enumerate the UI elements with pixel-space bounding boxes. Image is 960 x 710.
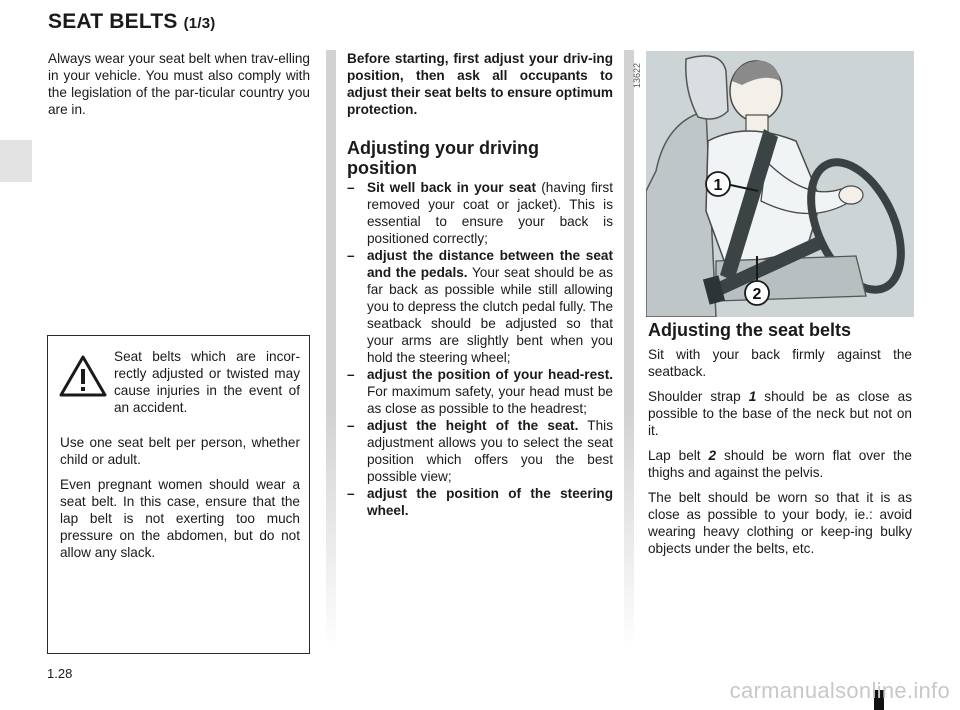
right-column	[648, 320, 912, 565]
title-part: (1/3)	[183, 15, 216, 32]
driver-drawing	[646, 51, 914, 317]
callout-2: 2	[752, 286, 762, 303]
warning-triangle-icon	[58, 354, 108, 398]
list-item: – adjust the height of the seat. This adjustment allows you to select the seat position which offers you the best possible view;	[347, 418, 613, 484]
right-paragraph: Shoulder strap 1 should be as close as possible to the base of the neck but not on it.	[648, 389, 912, 438]
page-title	[48, 10, 215, 34]
section-heading-driving-position: Adjusting your driving position	[347, 138, 539, 178]
list-item: – adjust the position of the steering wheel.	[347, 486, 613, 518]
column-divider-left	[326, 50, 336, 650]
callout-1: 1	[713, 177, 723, 194]
list-item: – Sit well back in your seat (having first removed your coat or jacket). This is essential to ensure your back is positioned correctly;	[347, 180, 613, 246]
right-paragraph: Sit with your back firmly against the seatback.	[648, 347, 912, 379]
intro-paragraph: Always wear your seat belt when trav-elling in your vehicle. You must also comply with the legislation of the par-ticular country you are in.	[48, 51, 310, 117]
warning-paragraph: Even pregnant women should wear a seat belt. In this case, ensure that the lap belt is not exerting too much pressure on the abdomen, but do not allow any slack.	[60, 477, 300, 560]
figure-id: 13622	[632, 62, 642, 88]
chapter-tab	[0, 140, 32, 182]
list-item: – adjust the distance between the seat and the pedals. Your seat should be as far back as possible while still allowing you to depress the clutch pedal fully. The seatback should be adjusted so that your arms are slightly bent when you hold the steering wheel;	[347, 248, 614, 365]
left-column	[48, 50, 310, 118]
watermark: carmanualsonline.info	[729, 678, 950, 703]
right-paragraph: The belt should be worn so that it is as close as possible to your body, ie.: avoid wearing heavy clothing or keep-ing bulky objects under the belts, etc.	[648, 490, 912, 556]
right-paragraph: Lap belt 2 should be worn flat over the thighs and against the pelvis.	[648, 448, 912, 480]
middle-column	[347, 50, 613, 519]
section-heading-seat-belts: Adjusting the seat belts	[648, 320, 852, 340]
page-number: 1.28	[47, 666, 73, 681]
column-divider-right	[624, 50, 634, 650]
warning-paragraph: Use one seat belt per person, whether child or adult.	[60, 435, 300, 467]
title-main: SEAT BELTS	[48, 10, 184, 33]
adjustment-list	[347, 179, 613, 519]
middle-intro: Before starting, first adjust your driv-ing position, then ask all occupants to adjust their seat belts to ensure optimum protection.	[347, 51, 613, 117]
list-item: – adjust the position of your head-rest. For maximum safety, your head must be as close as possible to the headrest;	[347, 367, 613, 416]
warning-lead-text: Seat belts which are incor-rectly adjusted or twisted may cause injuries in the event of an accident.	[114, 349, 300, 415]
seat-belt-illustration	[646, 51, 914, 317]
warning-body	[60, 434, 300, 569]
warning-box	[47, 335, 310, 654]
